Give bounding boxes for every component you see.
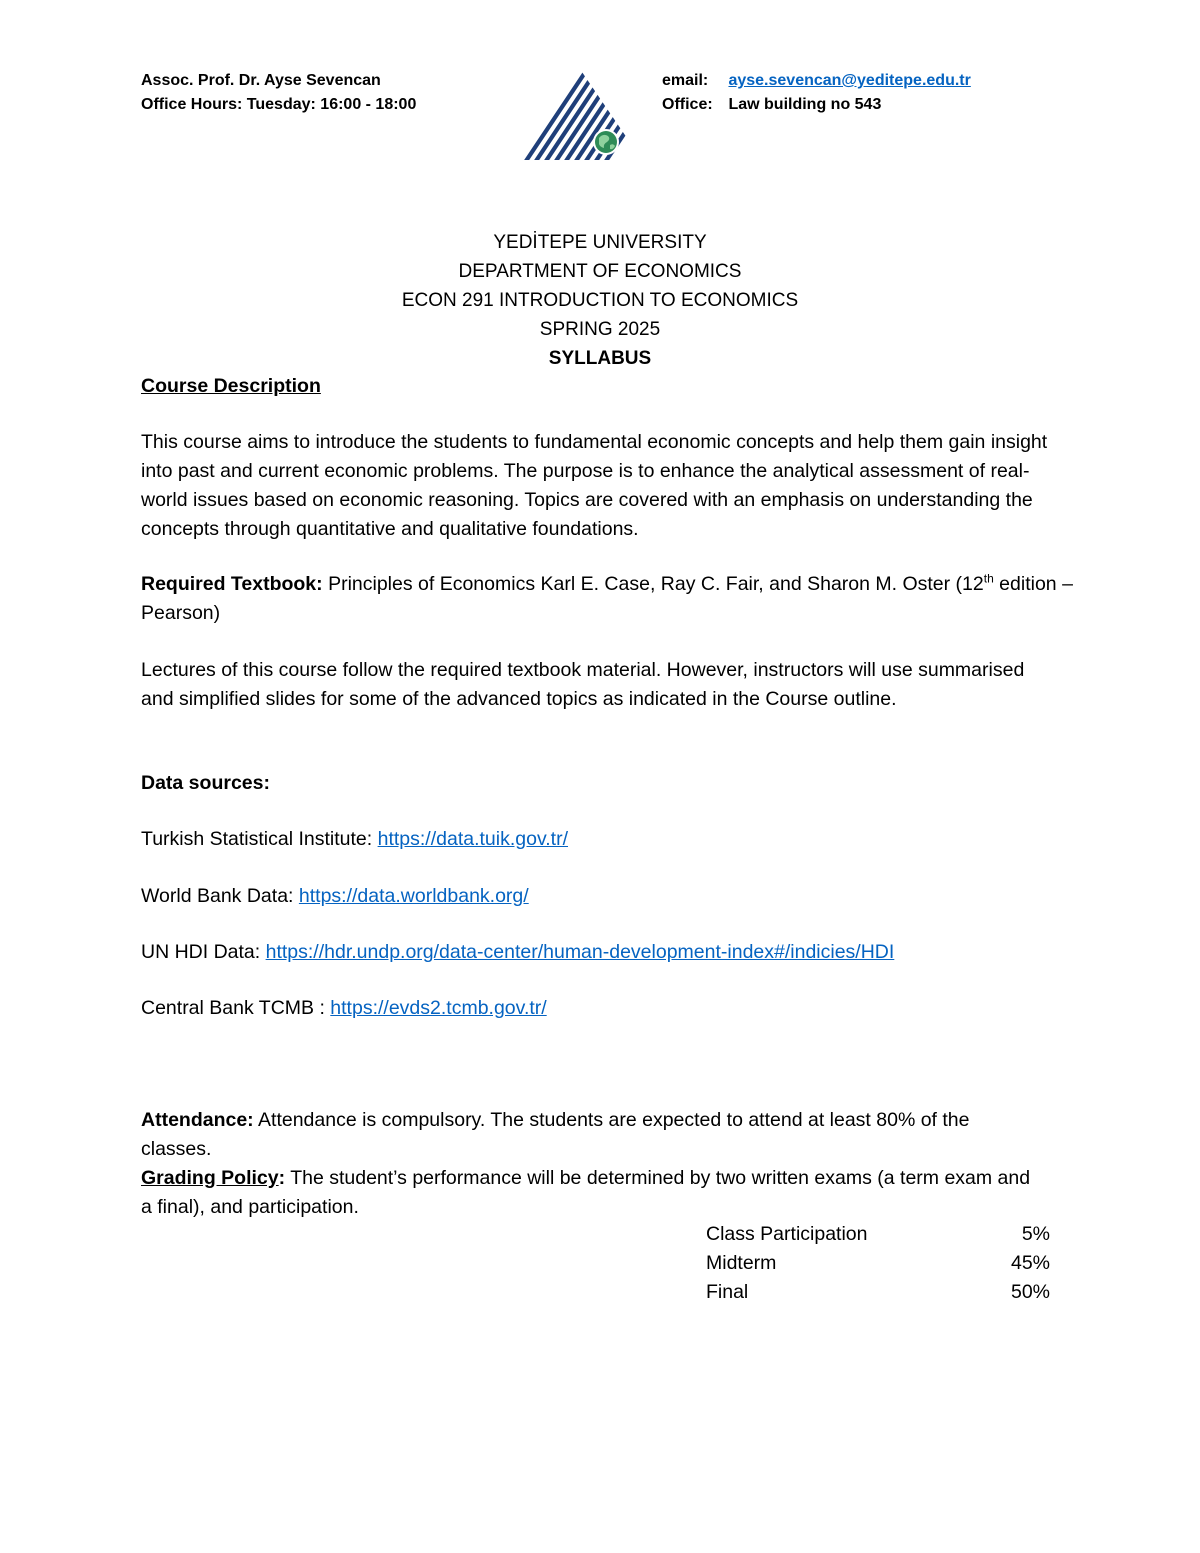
grade-item: Midterm [706, 1252, 777, 1274]
department-name: DEPARTMENT OF ECONOMICS [458, 261, 742, 282]
instructor-name: Assoc. Prof. Dr. Ayse Sevencan [141, 72, 381, 89]
yeditepe-university-logo-icon [520, 70, 644, 162]
attendance [141, 1106, 1041, 1164]
grade-weight: 50% [1010, 1281, 1050, 1303]
textbook-sup: th [983, 571, 994, 586]
textbook-label: Required Textbook: [141, 573, 323, 595]
textbook-text-end: edition – Pearson) [141, 573, 1073, 624]
required-textbook [141, 570, 1081, 628]
data-source-item [141, 938, 1141, 967]
grading-colon: : [278, 1167, 286, 1189]
grade-item: Final [706, 1281, 749, 1303]
data-source-item [141, 825, 1071, 854]
data-source-label: UN HDI Data: [141, 941, 266, 963]
university-name: YEDİTEPE UNIVERSITY [493, 232, 707, 253]
grading-text: The student’s performance will be determined by two written exams (a term exam and a final), and participation. [141, 1167, 1031, 1218]
course-description-text: This course aims to introduce the students to fundamental economic concepts and help them gain insight into past and current economic problems. The purpose is to enhance the analytical assessment of real-world issues based on economic reasoning. Topics are covered with an emphasis on understanding the concepts through quantitative and qualitative foundations. [141, 431, 1048, 540]
data-sources-heading: Data sources: [141, 772, 270, 794]
email-label: email: [662, 72, 709, 89]
lectures-text: Lectures of this course follow the required textbook material. However, instructors will use summarised and simplified slides for some of the advanced topics as indicated in the Course outline. [141, 659, 1025, 710]
email-link[interactable]: ayse.sevencan@yeditepe.edu.tr [728, 72, 971, 89]
data-source-label: World Bank Data: [141, 885, 299, 907]
logo-svg [520, 70, 644, 162]
grading-label: Grading Policy [141, 1167, 279, 1189]
course-name: ECON 291 INTRODUCTION TO ECONOMICS [401, 290, 799, 311]
office-label: Office: [662, 96, 713, 113]
data-source-link[interactable]: https://evds2.tcmb.gov.tr/ [330, 997, 547, 1019]
data-source-label: Turkish Statistical Institute: [141, 828, 378, 850]
contact-info [662, 69, 971, 117]
course-description-heading: Course Description [141, 375, 321, 397]
grade-item: Class Participation [706, 1223, 868, 1245]
grading-table [706, 1220, 1050, 1307]
attendance-label: Attendance: [141, 1109, 254, 1131]
office-hours: Office Hours: Tuesday: 16:00 - 18:00 [141, 96, 417, 113]
logo-stripes [520, 70, 644, 162]
instructor-info [141, 69, 416, 117]
data-source-link[interactable]: https://hdr.undp.org/data-center/human-development-index#/indicies/HDI [265, 941, 895, 963]
grade-weight: 45% [1010, 1252, 1050, 1274]
table-row [706, 1278, 1050, 1307]
data-source-item [141, 994, 1071, 1023]
title-block [0, 228, 1200, 373]
data-source-label: Central Bank TCMB : [141, 997, 331, 1019]
term: SPRING 2025 [539, 319, 661, 340]
doc-type: SYLLABUS [548, 348, 652, 369]
data-source-item [141, 882, 1071, 911]
data-source-link[interactable]: https://data.worldbank.org/ [298, 885, 529, 907]
textbook-text: Principles of Economics Karl E. Case, Ray C. Fair, and Sharon M. Oster (12 [322, 573, 984, 595]
grading-policy [141, 1164, 1041, 1222]
office-value: Law building no 543 [728, 96, 882, 113]
table-row [706, 1220, 1050, 1249]
grade-weight: 5% [1021, 1223, 1050, 1245]
attendance-text: Attendance is compulsory. The students are expected to attend at least 80% of the classes. [141, 1109, 970, 1160]
table-row [706, 1249, 1050, 1278]
data-source-link[interactable]: https://data.tuik.gov.tr/ [377, 828, 569, 850]
